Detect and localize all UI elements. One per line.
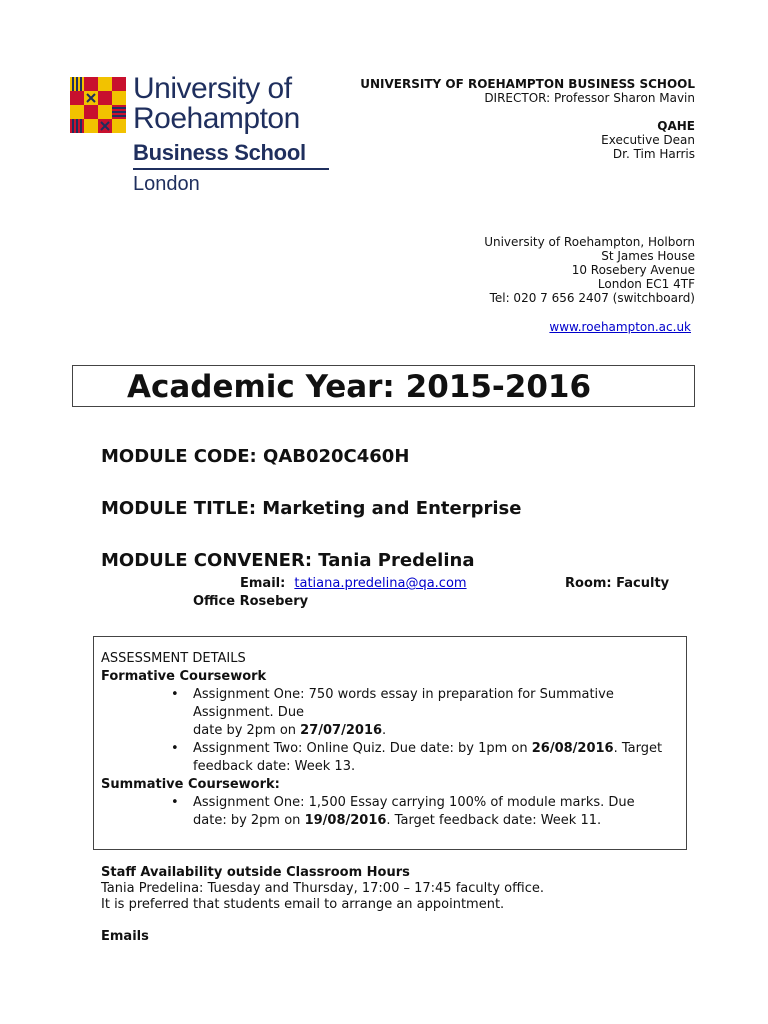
list-item [193, 740, 671, 776]
s1-text: Assignment One: 1,500 Essay carrying 100% of module marks. Due date: by 2pm on [193, 795, 635, 828]
list-item [193, 794, 671, 830]
convener-email-line [240, 576, 467, 592]
dean-name: Dr. Tim Harris [612, 147, 695, 161]
room-value: Office Rosebery [193, 594, 309, 609]
f2-end: . Target feedback date: Week 13. [193, 741, 663, 774]
staff-note: It is preferred that students email to arrange an appointment. [101, 897, 505, 912]
director-line: DIRECTOR: Professor Sharon Mavin [484, 91, 695, 105]
address-block [355, 235, 695, 305]
qahe-label: QAHE [657, 119, 695, 133]
module-convener: MODULE CONVENER: Tania Predelina [101, 550, 475, 571]
logo-divider [133, 168, 329, 170]
academic-year-title: Academic Year: 2015-2016 [127, 369, 592, 405]
staff-heading: Staff Availability outside Classroom Hours [101, 865, 410, 880]
staff-hours: Tania Predelina: Tuesday and Thursday, 17:00 – 17:45 faculty office. [101, 881, 544, 896]
assessment-heading: ASSESSMENT DETAILS [101, 651, 246, 666]
formative-list [101, 686, 671, 776]
module-code: MODULE CODE: QAB020C460H [101, 446, 410, 467]
summative-list [101, 794, 671, 830]
crest-icon [70, 77, 126, 133]
room-label: Room: Faculty [565, 576, 670, 591]
f1-due-date: 27/07/2016 [300, 723, 383, 738]
logo-line-university: University of [133, 72, 292, 105]
school-name: UNIVERSITY OF ROEHAMPTON BUSINESS SCHOOL [360, 77, 695, 91]
logo-line-london: London [133, 173, 200, 195]
logo-line-roehampton: Roehampton [133, 102, 300, 135]
header-block [355, 77, 695, 161]
email-label: Email: [240, 576, 286, 591]
f1-end: . [382, 723, 387, 738]
logo-line-business-school: Business School [133, 140, 306, 165]
f1-text-b: date by 2pm on [193, 723, 301, 738]
s1-due-date: 19/08/2016 [304, 813, 387, 828]
academic-year-box [72, 365, 695, 407]
staff-availability [101, 865, 701, 913]
list-item [193, 686, 671, 740]
address-line: London EC1 4TF [597, 277, 695, 291]
university-logo [70, 74, 340, 196]
formative-heading: Formative Coursework [101, 669, 267, 684]
logo-wordmark [133, 74, 306, 166]
convener-email-link[interactable]: tatiana.predelina@qa.com [294, 576, 467, 591]
website-link[interactable]: www.roehampton.ac.uk [549, 320, 691, 334]
f2-due-date: 26/08/2016 [531, 741, 614, 756]
assessment-details-box [93, 636, 687, 850]
address-line: St James House [601, 249, 695, 263]
website-block [549, 320, 691, 334]
s1-end: . Target feedback date: Week 11. [386, 813, 602, 828]
address-line: 10 Rosebery Avenue [571, 263, 695, 277]
address-line: University of Roehampton, Holborn [484, 235, 695, 249]
summative-heading: Summative Coursework: [101, 777, 280, 792]
f2-text: Assignment Two: Online Quiz. Due date: by 1pm on [193, 741, 532, 756]
dean-title: Executive Dean [601, 133, 695, 147]
telephone-line: Tel: 020 7 656 2407 (switchboard) [489, 291, 695, 305]
emails-heading: Emails [101, 929, 149, 944]
module-title: MODULE TITLE: Marketing and Enterprise [101, 498, 522, 519]
f1-text: Assignment One: 750 words essay in preparation for Summative Assignment. Due [193, 687, 614, 720]
